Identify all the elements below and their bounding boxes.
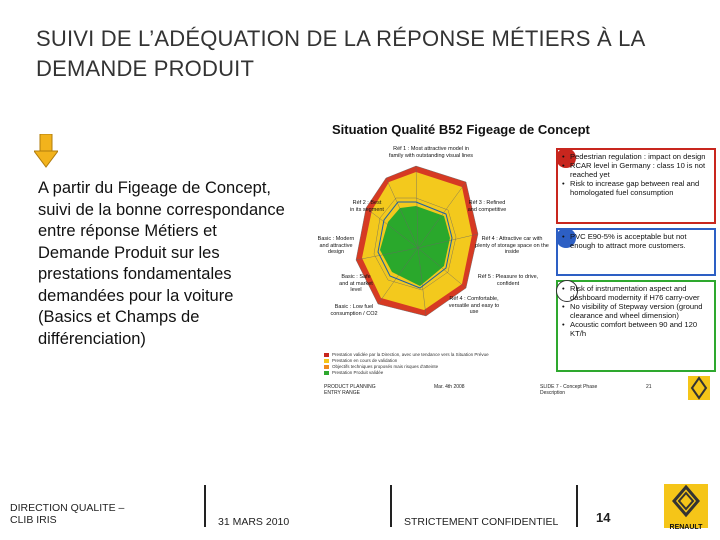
radar-label: Basic : Safe and at market level	[339, 274, 373, 293]
issue-line: • PVC E90-5% is acceptable but not enough to attract more customers.	[570, 232, 710, 250]
legend-item: Prestation en cours de validation	[324, 358, 494, 364]
radar-label: Réf 1 : Most attractive model in family with outstanding visual lines	[388, 146, 474, 159]
figure-page: 21	[646, 384, 652, 390]
legend-item: Objectifs techniques proposés mais risques d'atteinte	[324, 364, 494, 370]
radar-label: Réf 4 : Attractive car with plenty of storage space on the inside	[475, 236, 549, 255]
legend-item: Prestation validée par la Direction, avec une tendance vers la Situation Prévue	[324, 352, 494, 358]
radar-label: Basic : Low fuel consumption / CO2	[330, 304, 378, 317]
figure-title: Situation Qualité B52 Figeage de Concept	[332, 122, 590, 137]
radar-label: Réf 2 : Best in its segment	[350, 200, 384, 213]
body-text: A partir du Figeage de Concept, suivi de la bonne correspondance entre réponse Métiers et Demande Produit sur les prestations fondamentales demandées pour la voiture (Basics et Champs de différenciation)	[38, 179, 285, 348]
issue-line: • No visibility of Stepway version (ground clearance and wheel dimension)	[570, 302, 710, 320]
issue-box	[556, 280, 716, 372]
issue-line: • Pedestrian regulation : impact on design	[570, 152, 710, 161]
legend-item: Prestation Produit validée	[324, 370, 494, 376]
footer-date: 31 MARS 2010	[218, 516, 290, 528]
issue-line: • RCAR level in Germany : class 10 is not reached yet	[570, 161, 710, 179]
radar-label: Réf 4 : Comfortable, versatile and easy to use	[448, 296, 500, 315]
renault-logo	[688, 376, 710, 400]
figure-footer-right: SLIDE 7 - Concept Phase Description	[540, 384, 598, 396]
slide-title: SUIVI DE L’ADÉQUATION DE LA RÉPONSE MÉTIERS À LA DEMANDE PRODUIT	[36, 26, 645, 81]
radar-label: Réf 5 : Pleasure to drive, confident	[477, 274, 539, 287]
issue-box	[556, 228, 716, 276]
issue-line: • Risk of instrumentation aspect and dashboard modernity if H76 carry-over	[570, 284, 710, 302]
issue-line: • Acoustic comfort between 90 and 120 KT/h	[570, 320, 710, 338]
quality-figure	[316, 118, 718, 404]
radar-label: Basic : Modern and attractive design	[317, 236, 355, 255]
figure-legend	[324, 352, 494, 376]
radar-label: Réf 3 : Refined and competitive	[467, 200, 507, 213]
page-number: 14	[596, 510, 611, 525]
divider	[390, 485, 392, 527]
renault-logo	[664, 484, 708, 531]
footer-confidential: STRICTEMENT CONFIDENTIEL	[404, 516, 559, 528]
figure-footer-left: PRODUCT PLANNING ENTRY RANGE	[324, 384, 376, 396]
figure-footer-date: Mar. 4th 2008	[434, 384, 465, 390]
footer-org: DIRECTION QUALITE – CLIB IRIS	[10, 502, 125, 526]
issue-box	[556, 148, 716, 224]
down-arrow-icon	[34, 134, 58, 168]
divider	[204, 485, 206, 527]
divider	[576, 485, 578, 527]
issue-line: • Risk to increase gap between real and homologated fuel consumption	[570, 179, 710, 197]
brand-wordmark: RENAULT	[669, 524, 703, 531]
